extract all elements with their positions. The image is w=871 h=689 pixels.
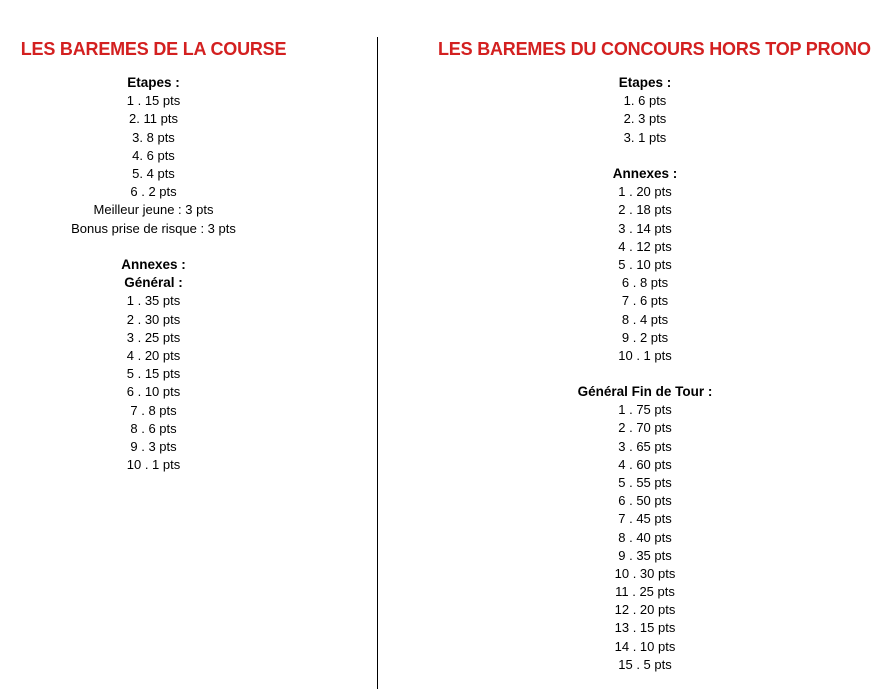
right-general-fin-item: 1 . 75 pts [618,402,672,418]
left-general-item: 9 . 3 pts [130,438,177,454]
left-general-item: 2 . 30 pts [126,311,181,327]
right-general-fin-item: 15 . 5 pts [618,656,672,672]
left-etape-item: Meilleur jeune : 3 pts [93,202,214,218]
left-general-item: 10 . 1 pts [126,457,181,473]
column-divider [377,37,378,689]
right-general-fin-item: 9 . 35 pts [618,547,672,563]
right-etape-item: 1. 6 pts [623,93,667,109]
left-etape-item: 6 . 2 pts [130,184,177,200]
right-general-fin-item: 3 . 65 pts [618,438,672,454]
left-general-item: 6 . 10 pts [126,384,181,400]
right-annexe-item: 8 . 4 pts [621,311,669,327]
right-general-fin-item: 5 . 55 pts [618,474,672,490]
left-title: LES BAREMES DE LA COURSE [20,39,287,59]
right-annexe-item: 4 . 12 pts [618,238,672,254]
left-etape-item: 2. 11 pts [129,111,178,127]
left-general-item: 4 . 20 pts [126,347,181,363]
right-etapes-block [438,74,852,147]
right-annexe-item: 1 . 20 pts [618,184,672,200]
left-etape-item: Bonus prise de risque : 3 pts [71,220,236,236]
left-general-heading: Général : [124,275,183,291]
left-annexes-block [0,256,307,474]
right-general-fin-item: 2 . 70 pts [618,420,672,436]
right-annexe-item: 6 . 8 pts [621,275,669,291]
right-etape-item: 2. 3 pts [623,111,667,127]
right-annexe-item: 5 . 10 pts [618,256,672,272]
right-general-fin-item: 6 . 50 pts [618,493,672,509]
right-title: LES BAREMES DU CONCOURS HORS TOP PRONO [438,39,871,59]
right-annexe-item: 10 . 1 pts [618,347,672,363]
left-etape-item: 1 . 15 pts [126,93,181,109]
left-etape-item: 3. 8 pts [132,129,175,145]
left-annexes-heading: Annexes : [121,257,186,272]
right-annexe-item: 3 . 14 pts [618,220,672,236]
right-etape-item: 3. 1 pts [623,129,667,145]
right-annexe-item: 7 . 6 pts [621,293,669,309]
right-general-fin-item: 13 . 15 pts [614,620,676,636]
right-annexe-item: 2 . 18 pts [618,202,672,218]
right-general-fin-item: 12 . 20 pts [614,602,676,618]
right-annexes-block [438,165,852,365]
left-general-item: 8 . 6 pts [130,420,177,436]
right-general-fin-block [438,383,852,674]
left-etapes-block [0,74,307,238]
left-etapes-heading: Etapes : [127,75,180,90]
left-etape-item: 5. 4 pts [132,165,175,181]
right-general-fin-item: 11 . 25 pts [615,584,675,600]
left-general-item: 3 . 25 pts [126,329,181,345]
left-general-item: 7 . 8 pts [130,402,177,418]
right-etapes-heading: Etapes : [618,75,672,90]
right-general-fin-heading: Général Fin de Tour : [577,384,713,399]
left-etape-item: 4. 6 pts [132,147,175,163]
left-general-item: 1 . 35 pts [126,293,181,309]
right-annexes-heading: Annexes : [612,166,678,181]
right-general-fin-item: 10 . 30 pts [614,565,676,581]
right-general-fin-item: 4 . 60 pts [618,456,672,472]
right-general-fin-item: 8 . 40 pts [618,529,672,545]
right-annexe-item: 9 . 2 pts [621,329,669,345]
right-general-fin-item: 14 . 10 pts [614,638,676,654]
right-general-fin-item: 7 . 45 pts [618,511,672,527]
left-general-item: 5 . 15 pts [126,366,181,382]
